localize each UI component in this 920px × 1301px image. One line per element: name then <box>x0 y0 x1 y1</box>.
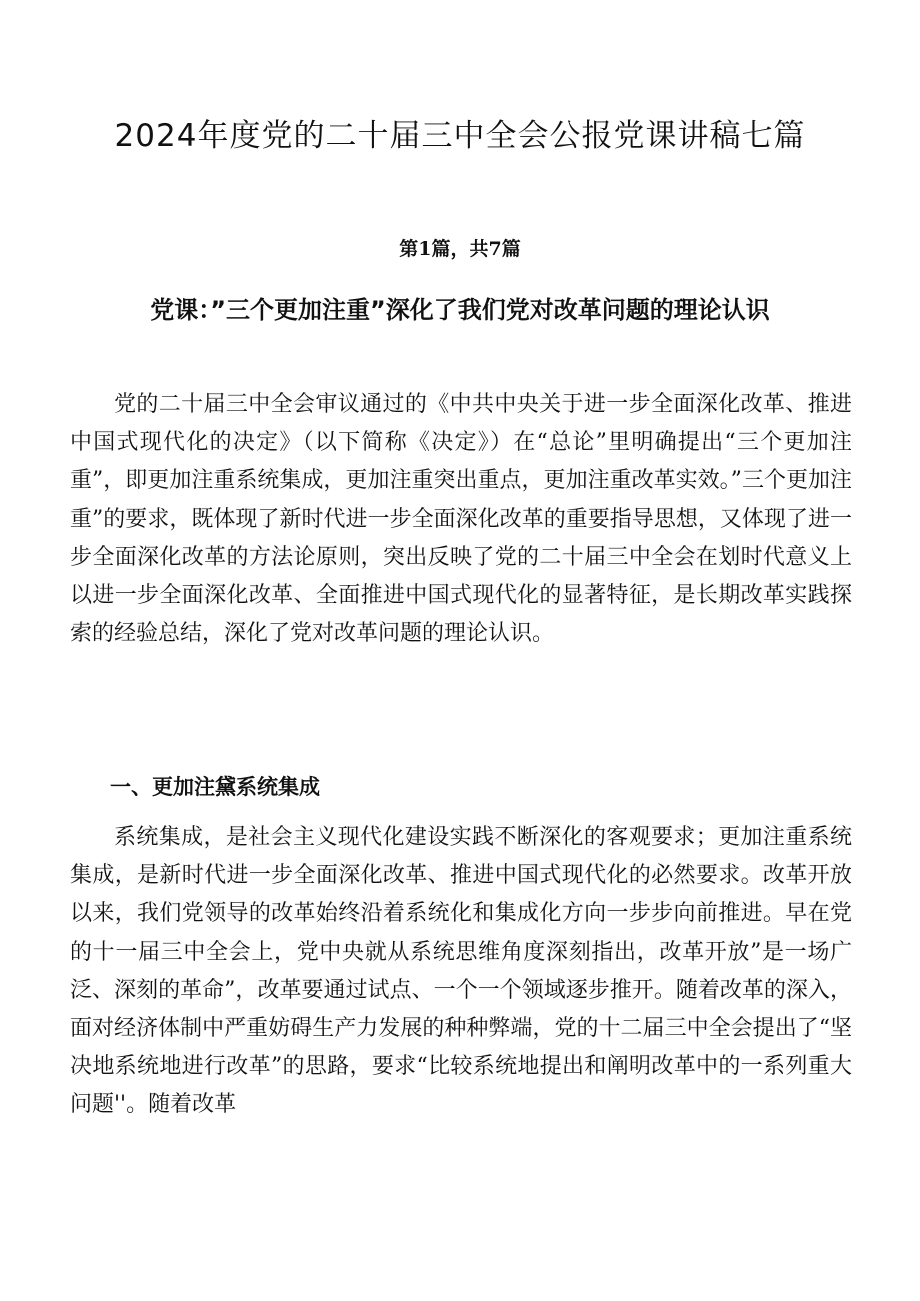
document-title: 2024年度党的二十届三中全会公报党课讲稿七篇 <box>114 118 806 154</box>
lesson-title: 党课：”三个更加注重”深化了我们党对改革问题的理论认识 <box>150 296 770 324</box>
section-1-paragraph: 系统集成，是社会主义现代化建设实践不断深化的客观要求；更加注重系统集成，是新时代进一步全面深化改革、推进中国式现代化的必然要求。改革开放以来，我们党领导的改革始终沿着系统化和集成化方向一步步向前推进。早在党的十一届三中全会上，党中央就从系统思维角度深刻指出，改革开放”是一场广泛、深刻的革命”，改革要通过试点、一个一个领域逐步推开。随着改革的深入，面对经济体制中严重妨碍生产力发展的种种弊端，党的十二届三中全会提出了“坚决地系统地进行改革”的思路，要求“比较系统地提出和阐明改革中的一系列重大问题''。随着改革 <box>70 825 852 1118</box>
intro-paragraph: 党的二十届三中全会审议通过的《中共中央关于进一步全面深化改革、推进中国式现代化的决定》（以下简称《决定》）在“总论”里明确提出“三个更加注重”，即更加注重系统集成，更加注重突出重点，更加注重改革实效。”三个更加注重”的要求，既体现了新时代进一步全面深化改革的重要指导思想，又体现了进一步全面深化改革的方法论原则，突出反映了党的二十届三中全会在划时代意义上以进一步全面深化改革、全面推进中国式现代化的显著特征，是长期改革实践探索的经验总结，深化了党对改革问题的理论认识。 <box>70 392 852 647</box>
part-label: 第1篇，共7篇 <box>399 238 521 260</box>
section-1-heading: 一、更加注黛系统集成 <box>110 775 320 799</box>
